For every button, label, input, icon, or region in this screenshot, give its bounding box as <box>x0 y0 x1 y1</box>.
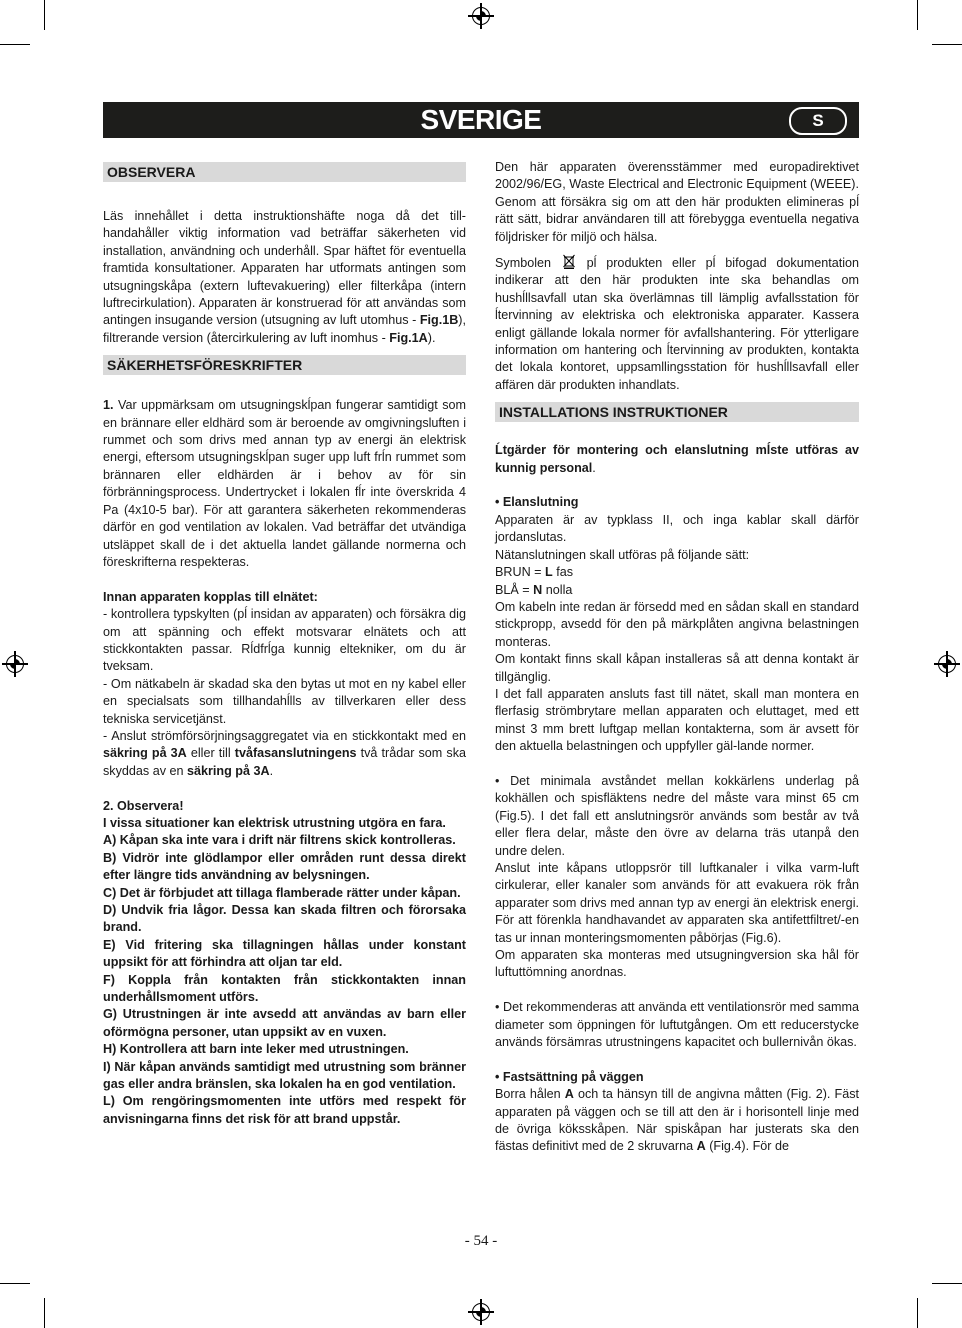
heading-installation: INSTALLATIONS INSTRUKTIONER <box>495 402 859 422</box>
text-bold: I) När kåpan används samtidigt med utrustning som bränner gas eller andra bränslen, ska lokalen ha en god ventilation. <box>103 1059 466 1092</box>
crop-mark <box>932 44 962 45</box>
distance-text: • Det minimala avståndet mellan kokkärlens underlag på kokhällen och spisfläktens nedre del måste vara minst 65 cm (Fig.5). I det fall ett anslutningsrör används som består av två eller flera delar, måste den övre av delarna träs utanpå den undre delen. <box>495 773 859 858</box>
mount-text <box>495 1086 859 1156</box>
crop-mark <box>917 1298 918 1328</box>
crop-mark <box>0 1283 30 1284</box>
warning-heading <box>103 798 466 815</box>
distance-text: Om apparaten ska monteras med utsugningversion ska hål för luftuttömning anordnas. <box>495 948 859 980</box>
crop-mark <box>44 1298 45 1328</box>
symbol-paragraph <box>495 254 859 394</box>
text: nolla <box>542 582 573 597</box>
crop-mark <box>932 1283 962 1284</box>
subheading: Innan apparaten kopplas till elnätet: <box>103 589 318 604</box>
list-item: - Om nätkabeln är skadad ska den bytas ut mot en ny kabel eller en specialsats som tillhandahĺlls av tillverkaren eller dess tekniska servicetjänst. <box>103 676 466 726</box>
text-bold: säkring på 3A <box>187 763 270 778</box>
weee-paragraph: Den här apparaten överensstämmer med europadirektivet 2002/96/EG, Waste Electrical and Electronic Equipment (WEEE). Genom att försäkra sig om att den här produkten elimineras pĺ rätt sätt, bidrar användaren till att förebygga eventuella negativa följdrisker för miljö och hälsa. <box>495 160 859 244</box>
text: . <box>592 460 596 475</box>
warning-item <box>103 885 466 902</box>
text: fas <box>552 565 574 580</box>
text-bold: A <box>564 1087 574 1102</box>
item-number: 1. <box>103 398 114 413</box>
text-bold: C) Det är förbjudet att tillaga flamberade rätter under kåpan. <box>103 885 461 900</box>
text-bold: A <box>696 1139 706 1154</box>
text-bold: L) Om rengöringsmomenten inte utförs med respekt för anvisningarna finns det risk för att brand uppstår. <box>103 1094 466 1126</box>
text: Borra hålen <box>495 1087 565 1102</box>
text-bold: Ĺtgärder för montering och elanslutning mĺste utföras av kunnig personal <box>495 443 859 475</box>
vent-text: • Det rekommenderas att använda ett ventilationsrör med samma diameter som öppningen för luftutgången. Om ett reducerstycke används försämras utrustningens kapacitet och bullernivån ökas. <box>495 1000 859 1050</box>
el-text: I det fall apparaten ansluts fast till nätet, skall man montera en flerfasig strömbrytare mellan apparaten och eluttaget, med ett minst 3 mm brett luftgap mellan kontakterna, som är avsett för den aktuella belastningen och uppfyller gäl-lande normer. <box>495 686 859 754</box>
registration-mark-icon <box>472 7 490 25</box>
registration-mark-icon <box>938 655 956 673</box>
el-text: Om kabeln inte redan är försedd med en sådan skall en standard stickpropp, avsedd för den på märkplåten angivna belastningen monteras. <box>495 599 859 649</box>
el-text: Nätanslutningen skall utföras på följande sätt: <box>495 547 750 562</box>
page-number: - 54 - <box>464 1233 498 1249</box>
registration-mark-icon <box>6 655 24 673</box>
safety-paragraph-1 <box>103 397 466 571</box>
crossed-bin-icon <box>563 254 575 269</box>
text-bold: säkring på 3A <box>103 746 187 761</box>
distance-text: Anslut inte kåpans utloppsrör till luftkanaler i vilka varm-luft cirkulerar, eller kanaler som används för att evakuera rök från apparater som drivs med annan typ av energi än elektrisk energi. För att förenkla handhavandet av apparaten ska antifettfiltret/-en tas ur innan monteringsmomenten påbörjas (Fig.6). <box>495 861 859 945</box>
text: BRUN = <box>495 565 546 580</box>
text-bold: H) Kontrollera att barn inte leker med utrustningen. <box>103 1042 409 1057</box>
warning-item <box>103 1059 466 1094</box>
page-title: SVERIGE <box>420 104 542 135</box>
text-bold: B) Vidrör inte glödlampor eller områden runt dessa direkt efter längre tids användning av belysningen. <box>103 850 466 883</box>
el-text: Om kontakt finns skall kåpan installeras så att denna kontakt är tillgänglig. <box>495 652 859 684</box>
warning-item <box>103 972 466 1007</box>
list-item: - kontrollera typskylten (pĺ insidan av apparaten) och försäkra dig om att spänning och effekt motsvarar elnätets och att stickkontakten passar. Rĺdfrĺga kunnig eltekniker, om du är tveksam. <box>103 607 466 674</box>
crop-mark <box>0 44 30 45</box>
warning-item <box>103 902 466 937</box>
text: - Anslut strömförsörjningsaggregatet via en stickkontakt med en <box>103 728 466 743</box>
intro-paragraph <box>103 208 466 347</box>
intro-text: Läs innehållet i detta instruktionshäfte noga då det till-handahåller viktig information vad beträffar säkerheten vid installation, användning och underhåll. Spar häftet för eventuella framtida konsultationer. Apparaten har utformats antingen som utsugningskåpa (extern luftevakuering) eller filterkåpa (intern luftrecirkulation). Apparaten är konstruerad för att användas som antingen insugande version (utsugning av luft utomhus - <box>103 209 466 328</box>
text: . <box>269 763 274 778</box>
text-bold: E) Vid fritering ska tillagningen hållas under konstant uppsikt för att förhindra att oljan tar eld. <box>103 937 466 970</box>
text-bold: F) Koppla från kontakten från stickkontakten innan underhållsmoment utförs. <box>103 972 466 1005</box>
text-bold: G) Utrustningen är inte avsedd att användas av barn eller oförmögna personer, utan uppsikt av en vuxen. <box>103 1007 466 1039</box>
warning-item <box>103 1041 466 1058</box>
text-bold: A) Kåpan ska inte vara i drift när filtrens skick kontrolleras. <box>103 833 456 848</box>
personnel-note <box>495 442 859 477</box>
section-banner <box>103 102 859 138</box>
heading-observera: OBSERVERA <box>103 162 466 182</box>
text-bold: tvåfasanslutningens <box>234 746 357 761</box>
intro-text: ), filtrerande version (återcirkulering av luft inomhus - <box>103 313 466 345</box>
fig-ref: Fig.1B <box>419 313 459 328</box>
warning-item <box>103 1093 466 1128</box>
subheading: • Elanslutning <box>495 495 579 510</box>
text: Symbolen <box>495 256 552 271</box>
right-column <box>495 159 859 1156</box>
text-bold: D) Undvik fria lågor. Dessa kan skada filtren och förorsaka brand. <box>103 903 466 935</box>
registration-mark-icon <box>472 1303 490 1321</box>
left-column <box>103 162 466 1128</box>
heading-sakerhet: SÄKERHETSFÖRESKRIFTER <box>103 355 466 375</box>
text-bold: I vissa situationer kan elektrisk utrustning utgöra en fara. <box>103 815 446 830</box>
text: eller till <box>186 746 235 761</box>
el-text <box>495 582 859 599</box>
subheading: 2. Observera! <box>103 798 184 813</box>
warning-item <box>103 832 466 849</box>
before-connect-heading <box>103 589 466 606</box>
subheading: • Fastsättning på väggen <box>495 1069 644 1084</box>
subheading-fastsattning <box>495 1069 859 1086</box>
intro-text: ). <box>427 330 436 345</box>
language-badge: S <box>789 107 847 135</box>
crop-mark <box>44 0 45 30</box>
el-text <box>495 564 859 581</box>
warning-item <box>103 937 466 972</box>
text: och ta hänsyn till de angivna måtten (Fig. 2). Fäst apparaten på väggen och se till att den är i horisontell linje med de övriga köksskåpen. När spiskåpan har justerats ska den fästas definitivt med de 2 skruvarna <box>495 1087 859 1154</box>
subheading-elanslutning <box>495 494 859 511</box>
text: BLÅ = <box>495 582 534 597</box>
text: pĺ produkten eller pĺ bifogad dokumentation indikerar att den här produkten inte ska behandlas om hushĺllsavfall utan ska överlämnas till lämplig avfallsstation för ĺtervinning av elektriska och elektroniska apparater. Kassera enligt gällande lokala normer för avfallshantering. För ytterligare information om hantering och ĺtervinning av produkten, kontakta det lokala kontoret, uppsamllingsstation för hushĺllsavfall eller affären där produkten inhandlats. <box>495 256 860 392</box>
list-item <box>103 728 466 780</box>
safety-text: Var uppmärksam om utsugningskĺpan fungerar samtidigt som en brännare eller eldhärd som är beroende av omgivningsluften i rummet och som drivs med annan typ av energi än elektrisk energi, eftersom utsugningskĺpan suger upp luft frĺn rummet som brännaren eller eldhärden är i behov av för sin förbränningsprocess. Undertrycket i lokalen fĺr inte överskrida 4 Pa (4x10-5 bar). För att garantera säkerheten rekommenderas därför en god ventilation av lokalen. Vad beträffar det utvändiga utsläppet skall de i det aktuella landet gällande normerna och föreskrifterna respekteras. <box>103 398 466 569</box>
text-bold: N <box>533 582 543 597</box>
crop-mark <box>917 0 918 30</box>
text: (Fig.4). För de <box>705 1139 789 1154</box>
fig-ref: Fig.1A <box>389 330 428 345</box>
text: två trådar som ska skyddas av en <box>103 746 466 778</box>
text-bold: L <box>545 565 553 580</box>
warning-item <box>103 815 466 832</box>
warning-item <box>103 1006 466 1041</box>
warning-item <box>103 850 466 885</box>
el-text: Apparaten är av typklass II, och inga kablar skall därför jordanslutas. <box>495 512 859 545</box>
